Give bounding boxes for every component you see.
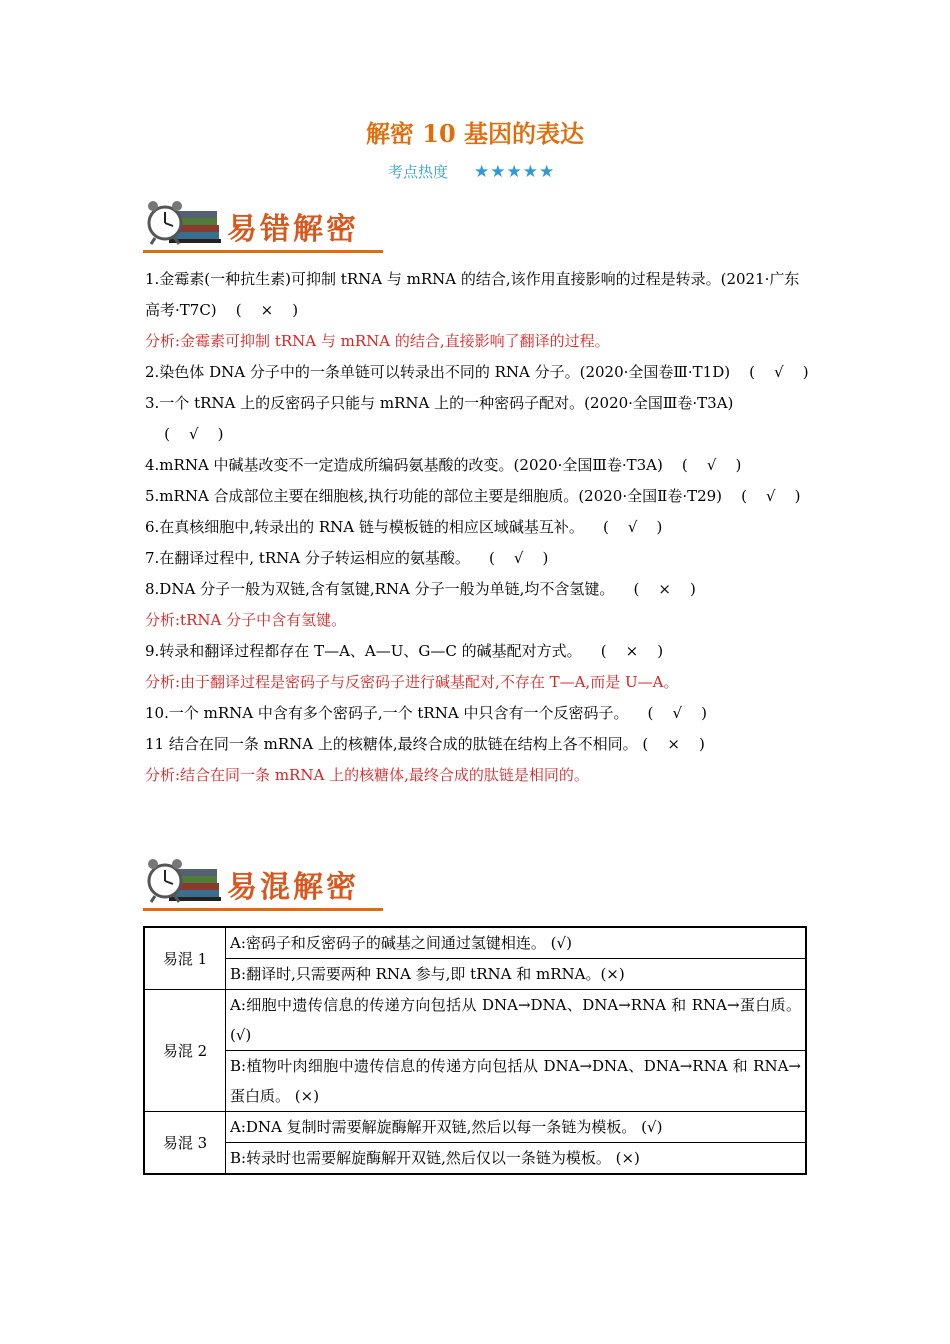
table-cell: A:DNA 复制时需要解旋酶解开双链,然后以每一条链为模板。 (√) — [226, 1112, 807, 1143]
table-row — [144, 1143, 806, 1175]
list-item: 7.在翻译过程中, tRNA 分子转运相应的氨基酸。 ( √ ) — [145, 549, 549, 567]
alarm-clock-books-icon — [143, 196, 223, 248]
table-row — [144, 1112, 806, 1143]
table-cell: A:细胞中遗传信息的传递方向包括从 DNA→DNA、DNA→RNA 和 RNA→蛋白质。 (√) — [226, 990, 807, 1051]
star-rating-icon: ★★★★★ — [474, 162, 556, 182]
analysis-text: 分析:金霉素可抑制 tRNA 与 mRNA 的结合,直接影响了翻译的过程。 — [145, 332, 610, 350]
heat-rating — [388, 161, 555, 182]
list-item: 8.DNA 分子一般为双链,含有氢键,RNA 分子一般为单链,均不含氢键。 ( × ) — [145, 580, 696, 598]
errors-heading: 易错解密 — [227, 212, 359, 247]
errors-underline — [143, 250, 383, 253]
row-label: 易混 3 — [144, 1112, 226, 1175]
row-label: 易混 1 — [144, 927, 226, 990]
list-item: 11 结合在同一条 mRNA 上的核糖体,最终合成的肽链在结构上各不相同。 ( × ) — [145, 735, 705, 753]
heat-label: 考点热度 — [388, 163, 449, 181]
confusions-underline — [143, 908, 383, 911]
list-item: 4.mRNA 中碱基改变不一定造成所编码氨基酸的改变。(2020·全国Ⅲ卷·T3A) ( √ ) — [145, 456, 742, 474]
list-item: 6.在真核细胞中,转录出的 RNA 链与模板链的相应区域碱基互补。 ( √ ) — [145, 518, 663, 536]
analysis-text: 分析:tRNA 分子中含有氢键。 — [145, 611, 347, 629]
analysis-text: 分析:结合在同一条 mRNA 上的核糖体,最终合成的肽链是相同的。 — [145, 766, 589, 784]
error-items-list — [145, 264, 809, 791]
errors-banner — [143, 196, 393, 258]
list-item: 5.mRNA 合成部位主要在细胞核,执行功能的部位主要是细胞质。(2020·全国Ⅱ卷·T29) ( √ ) — [145, 487, 801, 505]
table-cell: B:转录时也需要解旋酶解开双链,然后仅以一条链为模板。 (×) — [226, 1143, 807, 1175]
list-item: 1.金霉素(一种抗生素)可抑制 tRNA 与 mRNA 的结合,该作用直接影响的过程是转录。(2021·广东高考·T7C) ( × ) — [145, 270, 800, 319]
table-row — [144, 990, 806, 1051]
table-cell: B:植物叶肉细胞中遗传信息的传递方向包括从 DNA→DNA、DNA→RNA 和 RNA→蛋白质。 (×) — [226, 1051, 807, 1112]
table-cell: A:密码子和反密码子的碱基之间通过氢键相连。 (√) — [226, 927, 807, 959]
alarm-clock-books-icon — [143, 854, 223, 906]
confusions-heading: 易混解密 — [227, 870, 359, 905]
table-row — [144, 959, 806, 990]
table-row — [144, 927, 806, 959]
analysis-text: 分析:由于翻译过程是密码子与反密码子进行碱基配对,不存在 T—A,而是 U—A。 — [145, 673, 679, 691]
confusions-banner — [143, 854, 393, 916]
confusion-table — [143, 926, 807, 1175]
table-row — [144, 1051, 806, 1112]
table-cell: B:翻译时,只需要两种 RNA 参与,即 tRNA 和 mRNA。(×) — [226, 959, 807, 990]
row-label: 易混 2 — [144, 990, 226, 1112]
list-item: 2.染色体 DNA 分子中的一条单链可以转录出不同的 RNA 分子。(2020·全国卷Ⅲ·T1D) ( √ ) — [145, 363, 809, 381]
page-title: 解密 10 基因的表达 — [365, 119, 585, 148]
list-item: 9.转录和翻译过程都存在 T—A、A—U、G—C 的碱基配对方式。 ( × ) — [145, 642, 664, 660]
list-item: 3.一个 tRNA 上的反密码子只能与 mRNA 上的一种密码子配对。(2020·全国Ⅲ卷·T3A) ( √ ) — [145, 394, 734, 443]
list-item: 10.一个 mRNA 中含有多个密码子,一个 tRNA 中只含有一个反密码子。 ( √ ) — [145, 704, 707, 722]
